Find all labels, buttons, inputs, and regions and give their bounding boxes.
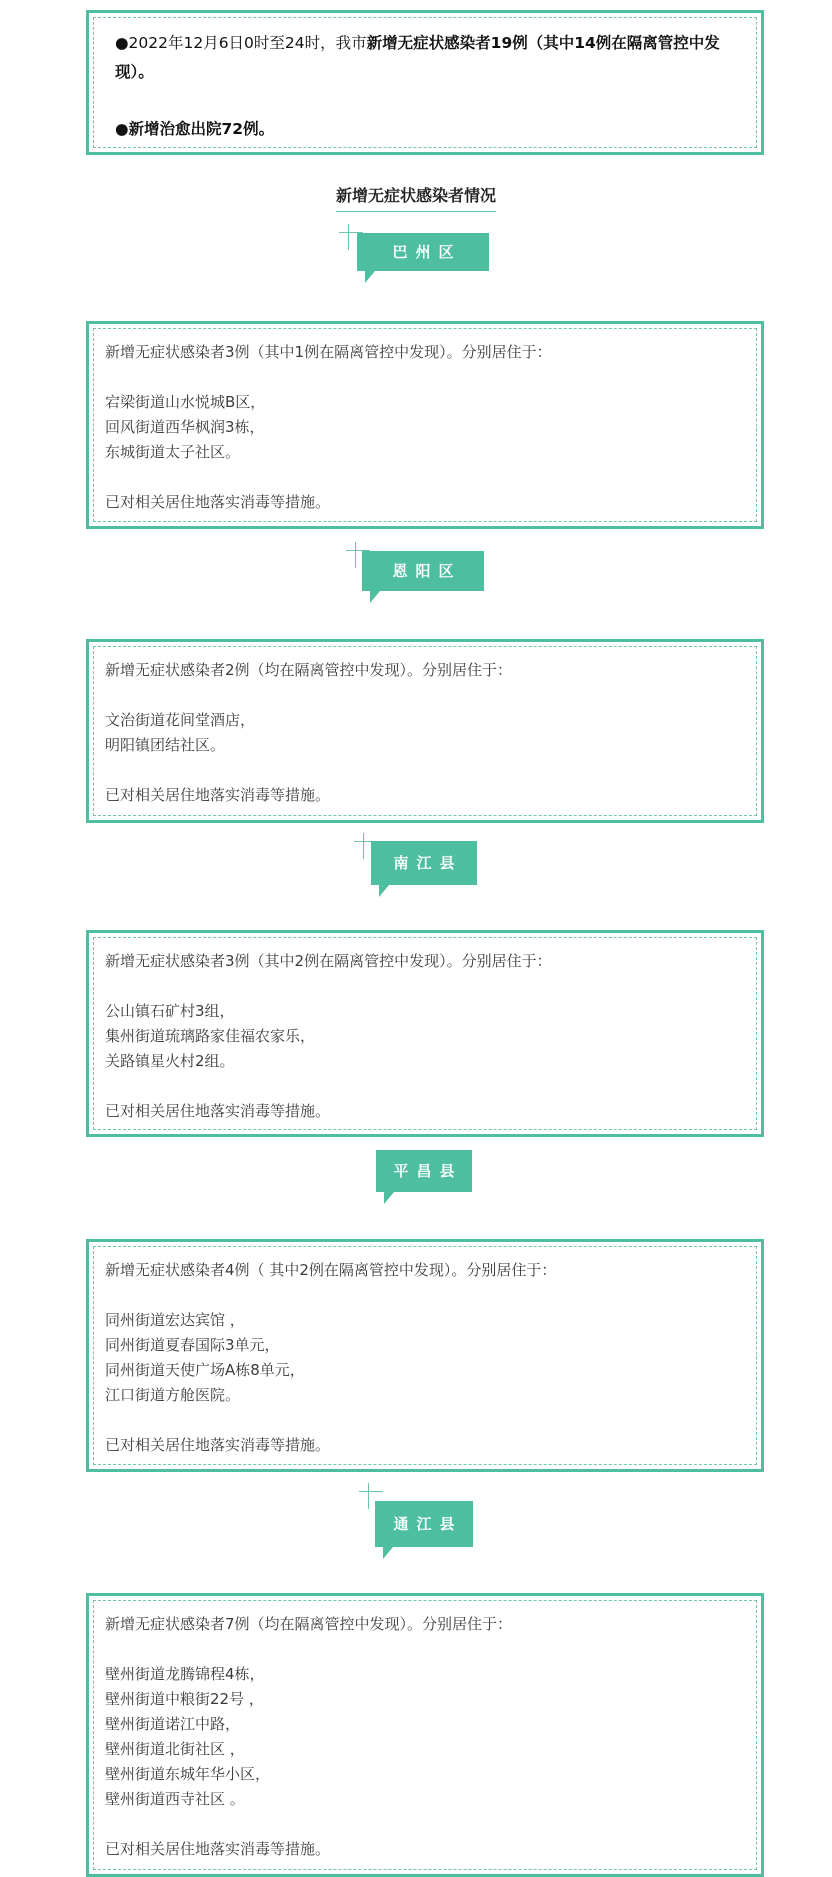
district-address: 文治街道花间堂酒店， xyxy=(105,711,256,729)
district-address: 同州街道夏春国际3单元， xyxy=(105,1336,280,1354)
summary-line-2 xyxy=(115,115,737,144)
district-header: 新增无症状感染者3例（其中2例在隔离管控中发现）。分别居住于： xyxy=(105,952,552,970)
district-address: 集州街道琉璃路家佳福农家乐， xyxy=(105,1027,316,1045)
district-box-text xyxy=(105,1612,745,1862)
district-box xyxy=(86,321,764,529)
cross-decoration-icon xyxy=(348,224,349,250)
district-address: 宕梁街道山水悦城B区， xyxy=(105,393,266,411)
district-address: 公山镇石矿村3组， xyxy=(105,1002,235,1020)
district-tag: 通江县 xyxy=(375,1501,473,1547)
district-footer: 已对相关居住地落实消毒等措施。 xyxy=(105,493,331,511)
district-address: 壁州街道中粮街22号 ， xyxy=(105,1690,264,1708)
district-address: 壁州街道北街社区 ， xyxy=(105,1740,245,1758)
district-header: 新增无症状感染者3例（其中1例在隔离管控中发现）。分别居住于： xyxy=(105,343,552,361)
district-address: 明阳镇团结社区。 xyxy=(105,736,226,754)
cross-decoration-icon xyxy=(368,1483,369,1509)
district-box-text xyxy=(105,949,745,1124)
summary-line-1-bold: 新增无症状感染者19例（其中14例在隔离管控中发现）。 xyxy=(115,34,720,81)
district-header: 新增无症状感染者7例（均在隔离管控中发现）。分别居住于： xyxy=(105,1615,513,1633)
district-address: 同州街道宏达宾馆 ， xyxy=(105,1311,245,1329)
district-box-text xyxy=(105,340,745,515)
district-tag-tail xyxy=(383,1547,393,1559)
district-tag: 恩阳区 xyxy=(362,551,484,591)
district-tag-tail xyxy=(384,1192,394,1204)
section-title xyxy=(0,183,832,212)
district-address: 壁州街道西寺社区 。 xyxy=(105,1790,245,1808)
summary-line-1-prefix: ●2022年12月6日0时至24时，我市 xyxy=(115,34,367,52)
district-tag: 巴州区 xyxy=(357,233,489,271)
district-header: 新增无症状感染者2例（均在隔离管控中发现）。分别居住于： xyxy=(105,661,513,679)
cross-decoration-icon xyxy=(359,1491,383,1492)
district-tag-tail xyxy=(370,591,380,603)
district-box xyxy=(86,639,764,823)
district-address: 壁州街道龙腾锦程4栋， xyxy=(105,1665,265,1683)
summary-box xyxy=(86,10,764,155)
summary-line-1 xyxy=(115,29,737,87)
district-address: 回风街道西华枫润3栋， xyxy=(105,418,265,436)
district-footer: 已对相关居住地落实消毒等措施。 xyxy=(105,1840,331,1858)
cross-decoration-icon xyxy=(355,542,356,568)
district-box xyxy=(86,930,764,1137)
district-address: 同州街道天使广场A栋8单元， xyxy=(105,1361,305,1379)
district-box-text xyxy=(105,658,745,808)
summary-line-2-bold: ●新增治愈出院72例。 xyxy=(115,120,275,138)
district-address: 壁州街道诺江中路， xyxy=(105,1715,241,1733)
district-footer: 已对相关居住地落实消毒等措施。 xyxy=(105,1436,331,1454)
district-address: 壁州街道东城年华小区， xyxy=(105,1765,271,1783)
cross-decoration-icon xyxy=(363,833,364,859)
section-title-text: 新增无症状感染者情况 xyxy=(336,183,496,212)
district-tag-tail xyxy=(365,271,375,283)
summary-text xyxy=(115,29,737,144)
district-address: 东城街道太子社区。 xyxy=(105,443,241,461)
district-box-text xyxy=(105,1258,745,1458)
district-tag: 平昌县 xyxy=(376,1150,472,1192)
district-address: 江口街道方舱医院。 xyxy=(105,1386,241,1404)
district-box xyxy=(86,1593,764,1877)
district-tag: 南江县 xyxy=(371,841,477,885)
district-tag-tail xyxy=(379,885,389,897)
district-footer: 已对相关居住地落实消毒等措施。 xyxy=(105,1102,331,1120)
district-header: 新增无症状感染者4例（ 其中2例在隔离管控中发现）。分别居住于： xyxy=(105,1261,557,1279)
district-address: 关路镇星火村2组。 xyxy=(105,1052,235,1070)
district-box xyxy=(86,1239,764,1472)
district-footer: 已对相关居住地落实消毒等措施。 xyxy=(105,786,331,804)
